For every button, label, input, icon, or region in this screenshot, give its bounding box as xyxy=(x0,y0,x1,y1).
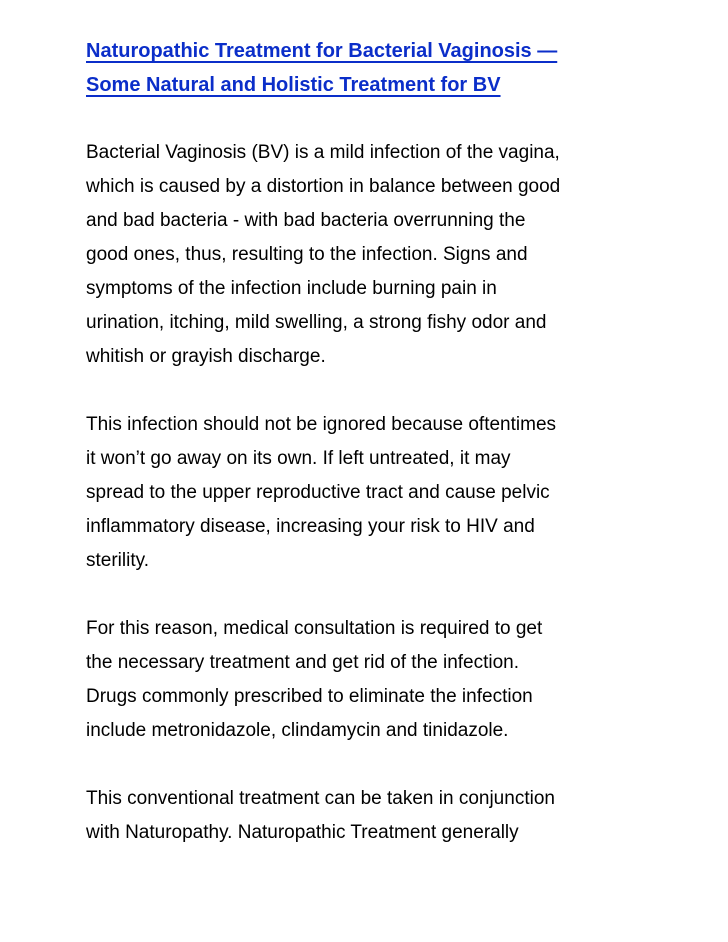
paragraph-risks xyxy=(86,408,646,578)
text-line: with Naturopathy. Naturopathic Treatment generally xyxy=(86,822,519,843)
text-line: and bad bacteria - with bad bacteria overrunning the xyxy=(86,210,526,231)
text-line: whitish or grayish discharge. xyxy=(86,346,326,367)
paragraph-spacer xyxy=(86,102,646,136)
text-line: spread to the upper reproductive tract and cause pelvic xyxy=(86,482,550,503)
text-line: This conventional treatment can be taken in conjunction xyxy=(86,788,555,809)
paragraph-intro xyxy=(86,136,646,374)
paragraph-spacer xyxy=(86,578,646,612)
text-line: it won’t go away on its own. If left untreated, it may xyxy=(86,448,511,469)
text-line: which is caused by a distortion in balance between good xyxy=(86,176,561,197)
paragraph-naturopathy xyxy=(86,782,646,850)
text-line: urination, itching, mild swelling, a strong fishy odor and xyxy=(86,312,547,333)
text-line: the necessary treatment and get rid of the infection. xyxy=(86,652,520,673)
article-title-line: Some Natural and Holistic Treatment for BV xyxy=(86,74,501,96)
text-line: sterility. xyxy=(86,550,149,571)
article-title-link[interactable] xyxy=(86,34,646,102)
text-line: Bacterial Vaginosis (BV) is a mild infection of the vagina, xyxy=(86,142,560,163)
paragraph-spacer xyxy=(86,748,646,782)
paragraph-spacer xyxy=(86,374,646,408)
text-line: good ones, thus, resulting to the infection. Signs and xyxy=(86,244,528,265)
text-line: For this reason, medical consultation is required to get xyxy=(86,618,543,639)
text-line: symptoms of the infection include burning pain in xyxy=(86,278,497,299)
document-page xyxy=(86,34,646,850)
text-line: inflammatory disease, increasing your risk to HIV and xyxy=(86,516,535,537)
article-title-line: Naturopathic Treatment for Bacterial Vaginosis — xyxy=(86,40,558,62)
text-line: include metronidazole, clindamycin and tinidazole. xyxy=(86,720,509,741)
text-line: Drugs commonly prescribed to eliminate the infection xyxy=(86,686,533,707)
text-line: This infection should not be ignored because oftentimes xyxy=(86,414,557,435)
paragraph-medical xyxy=(86,612,646,748)
